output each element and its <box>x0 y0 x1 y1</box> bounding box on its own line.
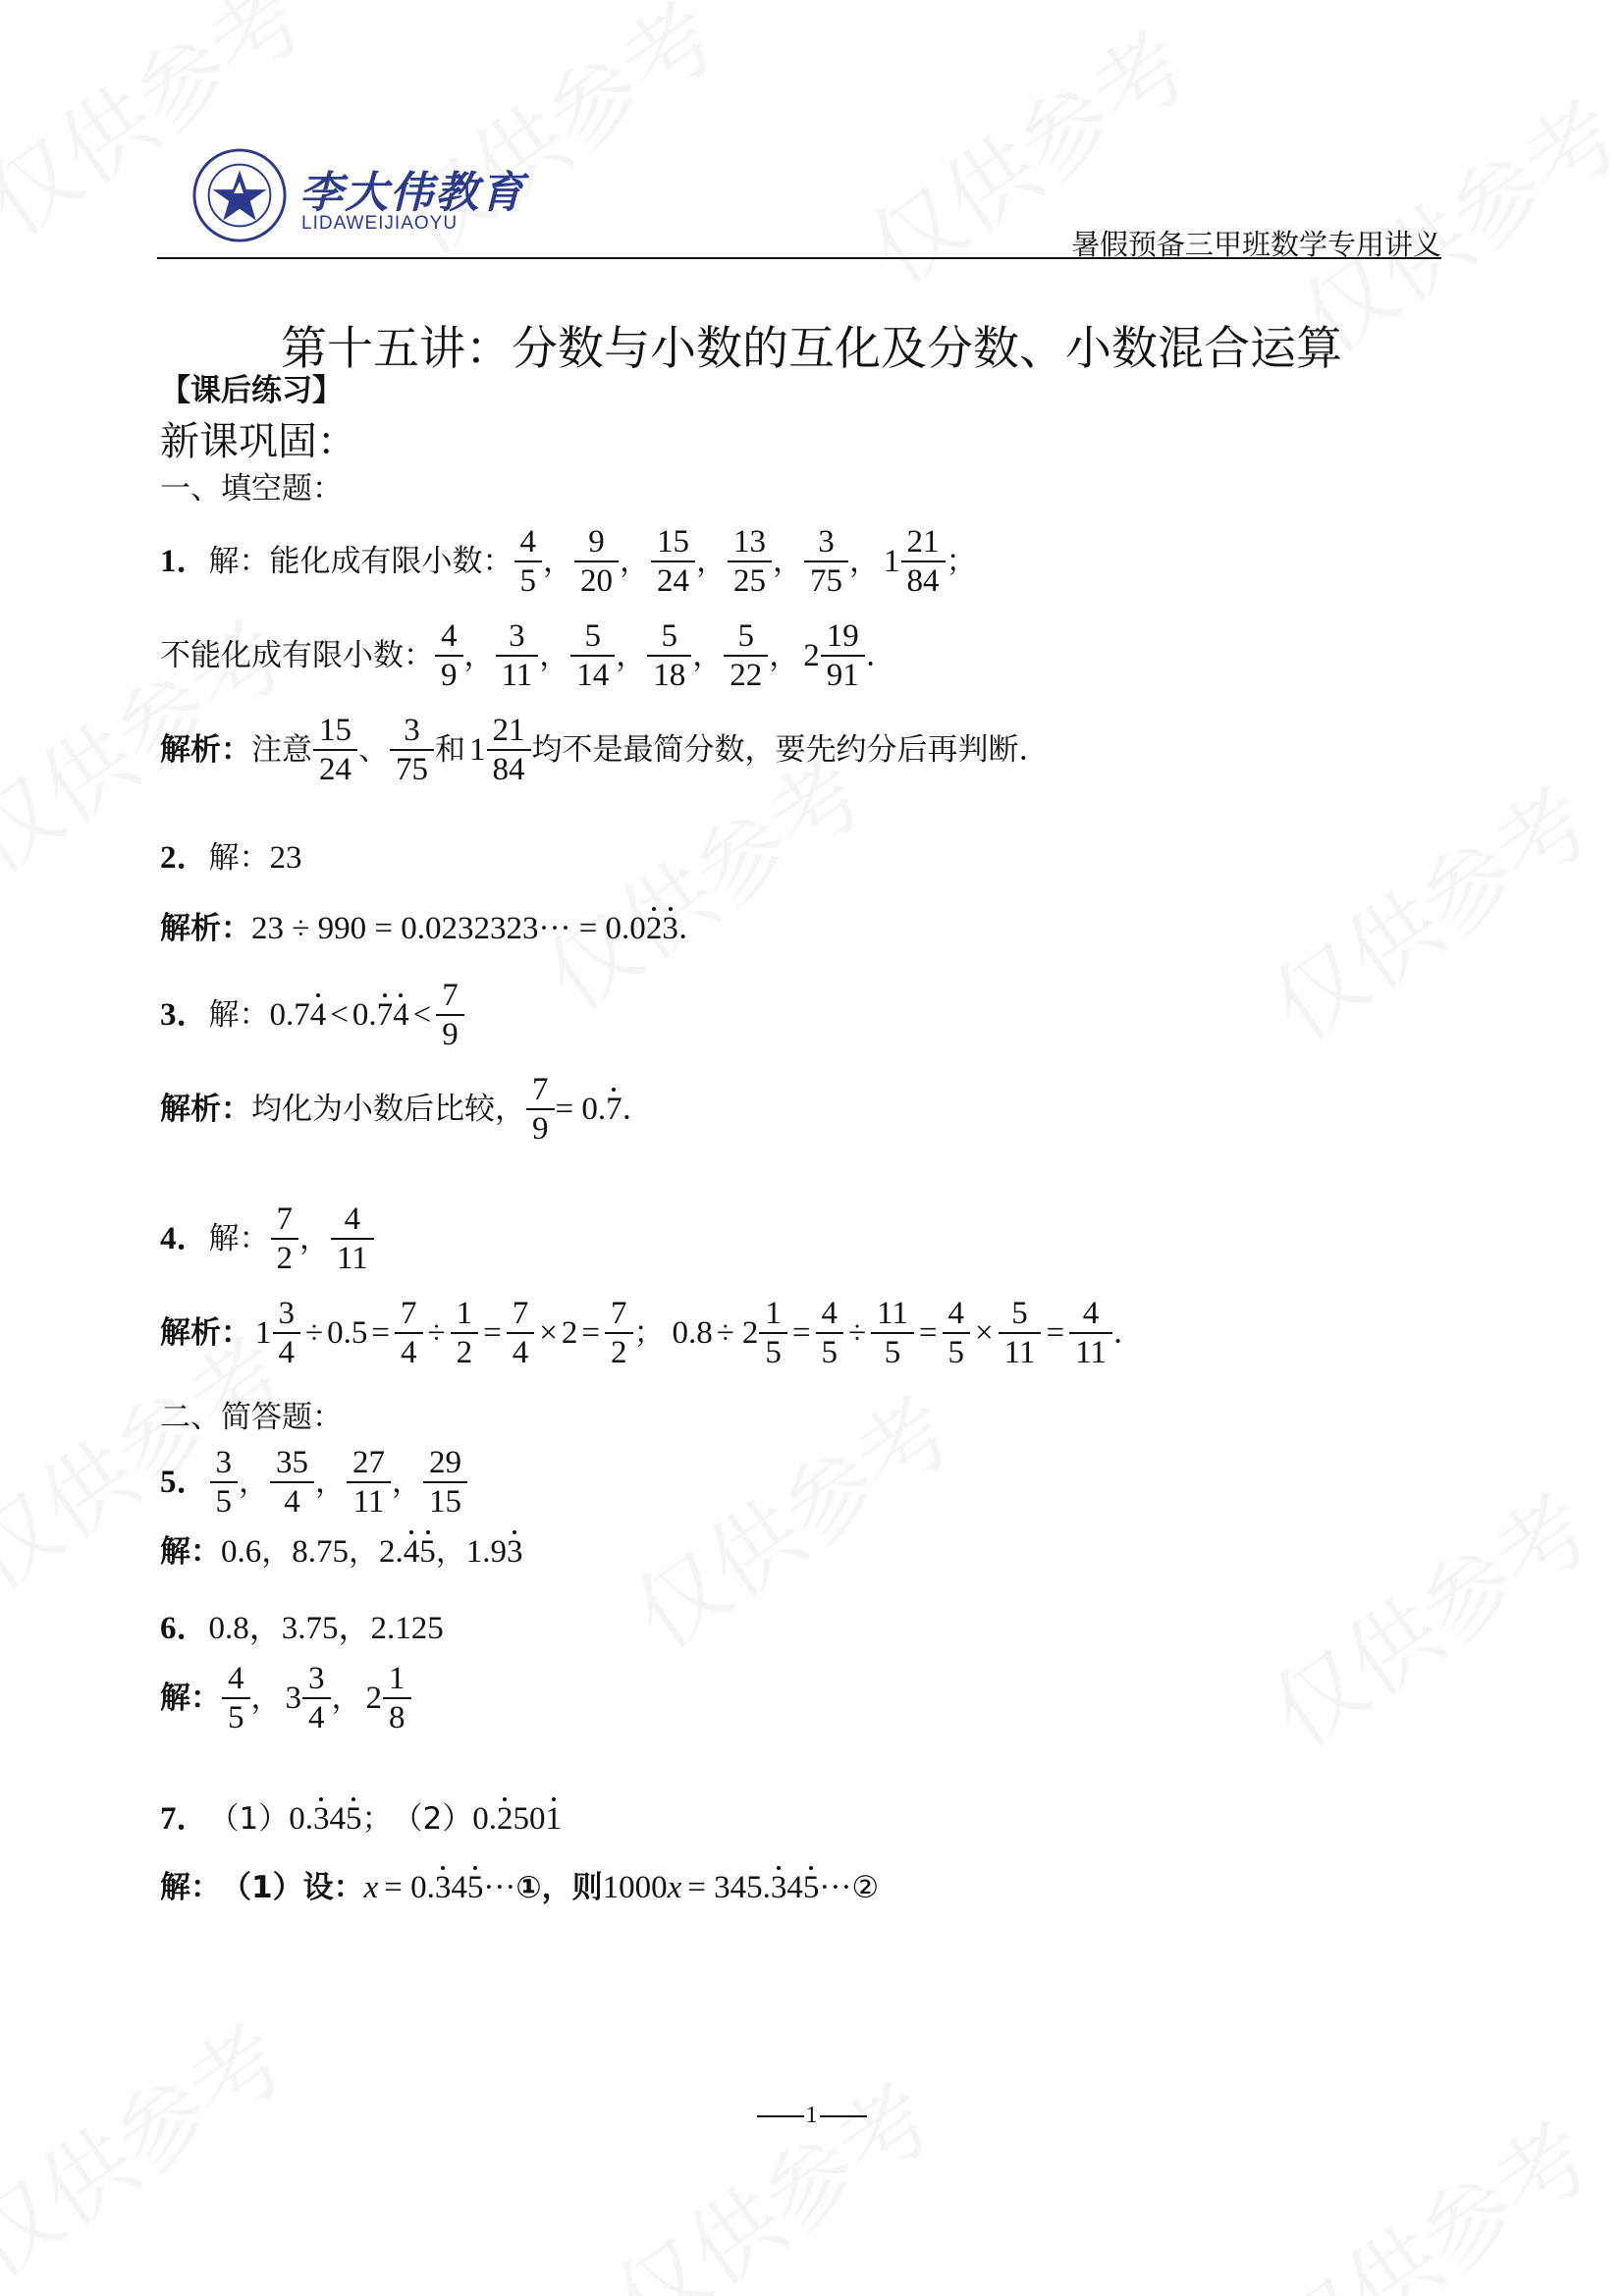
fraction: $\frac{7}{9}$ <box>529 1071 552 1148</box>
q1-answer-can: 1． 解： 能化成有限小数： $\frac{4}{5}$ ， $\frac{9}{20}$ ， $\frac{15}{24}$ ， $\frac{13}{25}$ ， $\frac{3}{75}$ ， 1 $\frac{21}{84}$ ； <box>160 524 977 599</box>
q5-question: 5． $\frac{3}{5}$ ， $\frac{35}{4}$ ， $\frac{27}{11}$ ， $\frac{29}{15}$ <box>160 1437 1466 1527</box>
fraction: $\frac{13}{25}$ <box>730 523 769 600</box>
question-number: 3． <box>160 997 209 1033</box>
q4-answer: 4． 解： $\frac{7}{2}$ ， $\frac{4}{11}$ <box>160 1192 1466 1286</box>
logo-chinese-name: 李大伟教育 <box>299 168 525 218</box>
analysis-label: 解析： <box>160 911 251 946</box>
question-number: 5． <box>160 1465 209 1500</box>
fraction: $\frac{3}{75}$ <box>393 712 431 788</box>
fraction: $\frac{5}{22}$ <box>727 617 765 694</box>
watermark <box>0 1989 307 2296</box>
fraction: $\frac{15}{24}$ <box>654 523 692 600</box>
fraction: $\frac{7}{2}$ <box>274 1201 297 1277</box>
page-title: 第十五讲：分数与小数的互化及分数、小数混合运算 <box>281 322 1342 376</box>
q7-question: 7． （1） 0. 3 4 5 ； （2） 0. 2 50 1 <box>160 1801 562 1837</box>
q6-answer: 解： $\frac{4}{5}$ ， 3 $\frac{3}{4}$ ， 2 $\frac{1}{8}$ <box>160 1653 1466 1743</box>
fraction: $\frac{7}{9}$ <box>439 977 461 1053</box>
answer-label: 解： <box>160 1681 221 1716</box>
header-divider <box>157 257 1441 259</box>
watermark <box>584 2048 954 2296</box>
logo <box>191 147 545 245</box>
can-label: 能化成有限小数： <box>269 544 514 579</box>
fraction: $\frac{4}{9}$ <box>438 617 460 694</box>
mixed-number: 1 $\frac{21}{84}$ <box>469 712 532 788</box>
q4-analysis: 解析： 1 $\frac{3}{4}$ ÷ 0.5 = $\frac{7}{4}$ ÷ $\frac{1}{2}$ = $\frac{7}{4}$ × 2 = $\frac{7}{2}$ ； 0.8 ÷ 2 $\frac{1}{5}$ = $\frac{4}{5}$ ÷ $\frac{11}{5}$ = $\frac{4}{5}$ × $\frac{5}{11}$ = $\frac{4}{11}$ ． <box>160 1296 1144 1370</box>
fraction: $\frac{4}{5}$ <box>517 523 540 600</box>
q2-answer: 2． 解： 23 <box>160 840 302 876</box>
analysis-label: 解析： <box>160 732 251 768</box>
fraction: $\frac{15}{24}$ <box>316 712 354 788</box>
logo-seal-icon <box>191 147 288 243</box>
fraction: $\frac{9}{20}$ <box>577 523 616 600</box>
question-number: 1． <box>160 544 209 579</box>
mixed-number: 1 $\frac{21}{84}$ <box>884 523 947 600</box>
answer-label: 解： <box>160 1870 221 1905</box>
q7-solution: 解： （1）设： x = 0. 3 4 5 ··· ①，则 1000 x = 345. 3 4 5 ··· ② <box>160 1870 880 1905</box>
question-number: 6． <box>160 1611 209 1646</box>
analysis-label: 解析： <box>160 1092 251 1127</box>
part-heading-fill-blank: 一、填空题： <box>160 471 343 507</box>
fraction: $\frac{3}{75}$ <box>807 523 845 600</box>
q3-analysis: 解析： 均化为小数后比较， $\frac{7}{9}$ = 0. 7 ． <box>160 1072 653 1147</box>
q1-analysis: 解析： 注意 $\frac{15}{24}$ 、 $\frac{3}{75}$ 和 1 $\frac{21}{84}$ 均不是最简分数，要先约分后再判断． <box>160 713 1050 787</box>
answer-label: 解： <box>208 544 270 579</box>
watermark <box>839 0 1210 310</box>
page-number: 1 <box>805 2103 818 2128</box>
q3-answer: 3． 解： 0.7 4 < 0. 7 4 < $\frac{7}{9}$ <box>160 968 1466 1062</box>
q2-analysis: 解析： 23 ÷ 990 = 0.0232323··· = 0.0 2 3 ． <box>160 911 709 946</box>
answer-label: 解： <box>160 1534 221 1570</box>
mixed-number: 1 $\frac{3}{4}$ <box>255 1295 301 1371</box>
question-number: 7． <box>160 1801 209 1837</box>
part-heading-short-answer: 二、简答题： <box>160 1400 343 1435</box>
course-name: 暑假预备三甲班数学专用讲义 <box>1070 228 1441 261</box>
fraction: $\frac{4}{11}$ <box>334 1201 371 1277</box>
q5-answer: 解： 0.6 ， 8.75 ， 2. 4 5 ， 1.9 3 <box>160 1534 523 1570</box>
mixed-number: 2 $\frac{19}{91}$ <box>803 617 866 694</box>
fraction: $\frac{3}{11}$ <box>499 617 536 694</box>
document-body <box>160 371 1466 1912</box>
analysis-label: 解析： <box>160 1315 251 1351</box>
answer-label: 解： <box>208 1221 270 1256</box>
page-footer <box>0 2103 1623 2129</box>
fraction: $\frac{5}{14}$ <box>573 617 612 694</box>
mixed-number: 2 $\frac{1}{5}$ <box>742 1295 788 1371</box>
question-number: 4． <box>160 1221 209 1256</box>
section-heading: 新课巩固： <box>160 419 356 464</box>
answer-label: 解： <box>208 840 270 876</box>
q6-question: 6． 0.8，3.75，2.125 <box>160 1611 444 1646</box>
logo-english-name: LIDAWEIJIAOYU <box>301 213 459 234</box>
q1-answer-cannot: 不能化成有限小数： $\frac{4}{9}$ ， $\frac{3}{11}$ ， $\frac{5}{14}$ ， $\frac{5}{18}$ ， $\frac{5}{22}$ ， 2 $\frac{19}{91}$ ． <box>160 618 896 693</box>
cannot-label: 不能化成有限小数： <box>160 638 434 673</box>
section-tag: 【课后练习】 <box>160 373 343 408</box>
answer-label: 解： <box>208 997 270 1033</box>
question-number: 2． <box>160 840 209 876</box>
fraction: $\frac{5}{18}$ <box>650 617 688 694</box>
